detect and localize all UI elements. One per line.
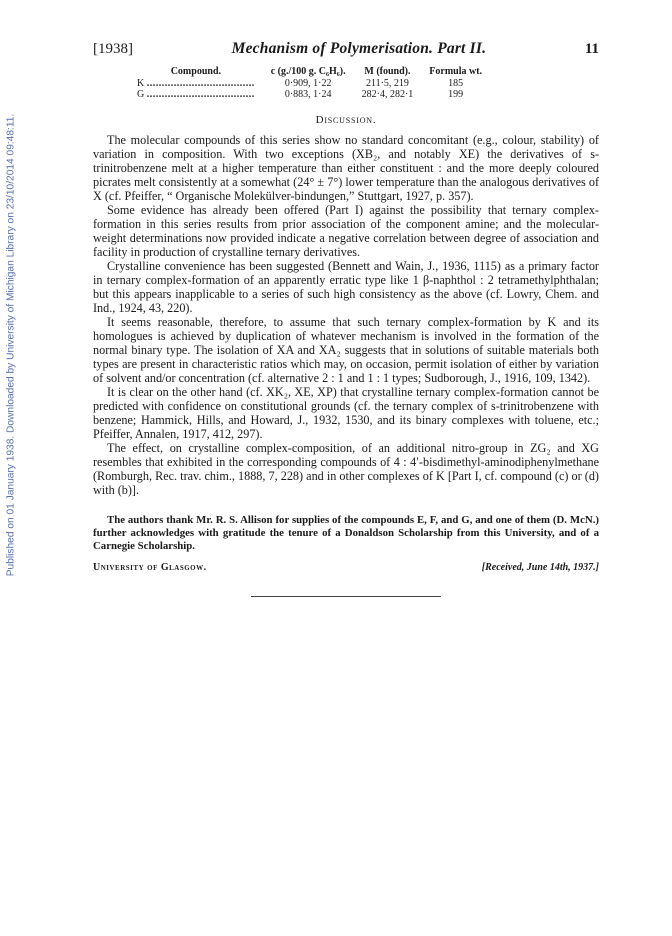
- table-cell-compound: [129, 78, 263, 89]
- results-table: [129, 66, 490, 100]
- table-cell-formula-weight: 185: [448, 78, 464, 89]
- table-row: [129, 78, 490, 89]
- table-row: [129, 89, 490, 100]
- compound-label: G: [137, 89, 145, 100]
- paragraph: Some evidence has already been offered (Part I) against the possibility that ternary complex-formation in this series results from prior association of the component amine; and the molecular-weight determinations now provided indicate a negative correlation between degree of association and facility in production of crystalline ternary derivatives.: [93, 203, 599, 259]
- paragraph: Crystalline convenience has been suggested (Bennett and Wain, J., 1936, 1115) as a primary factor in ternary complex-formation of an apparently erratic type like 1 β-naphthol : 2 tetramethylphthalan; but this appears inapplicable to a series of such high consistency as the above (cf. Lowry, Chem. and Ind., 1924, 43, 220).: [93, 259, 599, 315]
- download-watermark-text: Published on 01 January 1938. Downloaded by University of Michigan Library on 23/10/2014 09:48:11.: [5, 113, 17, 577]
- table-cell-concentration: 0·883, 1·24: [284, 89, 332, 100]
- paper-page: [93, 40, 599, 597]
- discussion-body: [93, 133, 599, 497]
- header-title: Mechanism of Polymerisation. Part II.: [231, 40, 487, 57]
- affiliation: University of Glasgow.: [93, 562, 207, 573]
- acknowledgement: The authors thank Mr. R. S. Allison for supplies of the compounds E, F, and G, and one of them (D. McN.) further acknowledges with gratitude the tenure of a Donaldson Scholarship from this University, and of a Carnegie Scholarship.: [93, 514, 599, 552]
- download-watermark: [4, 110, 18, 580]
- col-header-concentration: c (g./100 g. C₆H₆).: [270, 66, 346, 77]
- compound-label: K: [137, 78, 145, 89]
- paragraph: The molecular compounds of this series show no standard concomitant (e.g., colour, stability) of variation in composition. With two exceptions (XB₂, and notably XE) the derivatives of s-trinitrobenzene melt at a higher temperature than either constituent : and the more deeply coloured picrates melt consistently at a somewhat (24° ± 7°) lower temperature than the analogous derivatives of X (cf. Pfeiffer, “ Organische Molekülver-bindungen,” Stuttgart, 1927, p. 357).: [93, 133, 599, 203]
- col-header-mol-weight: M (found).: [364, 66, 411, 77]
- table-cell-mol-weight: 282·4, 282·1: [361, 89, 414, 100]
- table-cell-formula-weight: 199: [448, 89, 464, 100]
- table-cell-mol-weight: 211·5, 219: [365, 78, 409, 89]
- end-rule: [251, 596, 441, 597]
- header-year: [1938]: [93, 41, 133, 57]
- signature-line: [93, 562, 599, 573]
- acknowledgement-block: [93, 514, 599, 553]
- col-header-formula-weight: Formula wt.: [429, 66, 483, 77]
- page-number: 11: [584, 41, 599, 57]
- paragraph: It seems reasonable, therefore, to assume that such ternary complex-formation by K and its homologues is achieved by duplication of whatever mechanism is involved in the formation of the normal binary type. The isolation of XA and XA₂ suggests that in solutions of suitable materials both types are present in characteristic ratios which may, on occasion, permit isolation of either by variation of solvent and/or concentration (cf. alternative 2 : 1 and 1 : 1 types; Sudborough, J., 1916, 109, 1342).: [93, 315, 599, 385]
- table-header-row: [129, 66, 490, 78]
- running-header: [93, 40, 599, 58]
- dot-leader: ....................................: [146, 89, 255, 100]
- dot-leader: ....................................: [146, 78, 255, 89]
- table-cell-compound: [129, 89, 263, 100]
- table-cell-concentration: 0·909, 1·22: [284, 78, 332, 89]
- paragraph: It is clear on the other hand (cf. XK₂, XE, XP) that crystalline ternary complex-formation cannot be predicted with confidence on constitutional grounds (cf. the ternary complex of s-trinitrobenzene with benzene; Hammick, Hills, and Howard, J., 1932, 1530, and its binary complexes with toluene, etc.; Pfeiffer, Annalen, 1917, 412, 297).: [93, 385, 599, 441]
- paragraph: The effect, on crystalline complex-composition, of an additional nitro-group in ZG₂ and XG resembles that exhibited in the corresponding compounds of 4 : 4′-bisdimethyl-aminodiphenylmethane (Romburgh, Rec. trav. chim., 1888, 7, 228) and in other complexes of K [Part I, cf. compound (c) or (d) with (b)].: [93, 441, 599, 497]
- section-heading: Discussion.: [315, 114, 377, 126]
- col-header-compound: Compound.: [170, 66, 222, 77]
- received-date: [Received, June 14th, 1937.]: [481, 562, 599, 573]
